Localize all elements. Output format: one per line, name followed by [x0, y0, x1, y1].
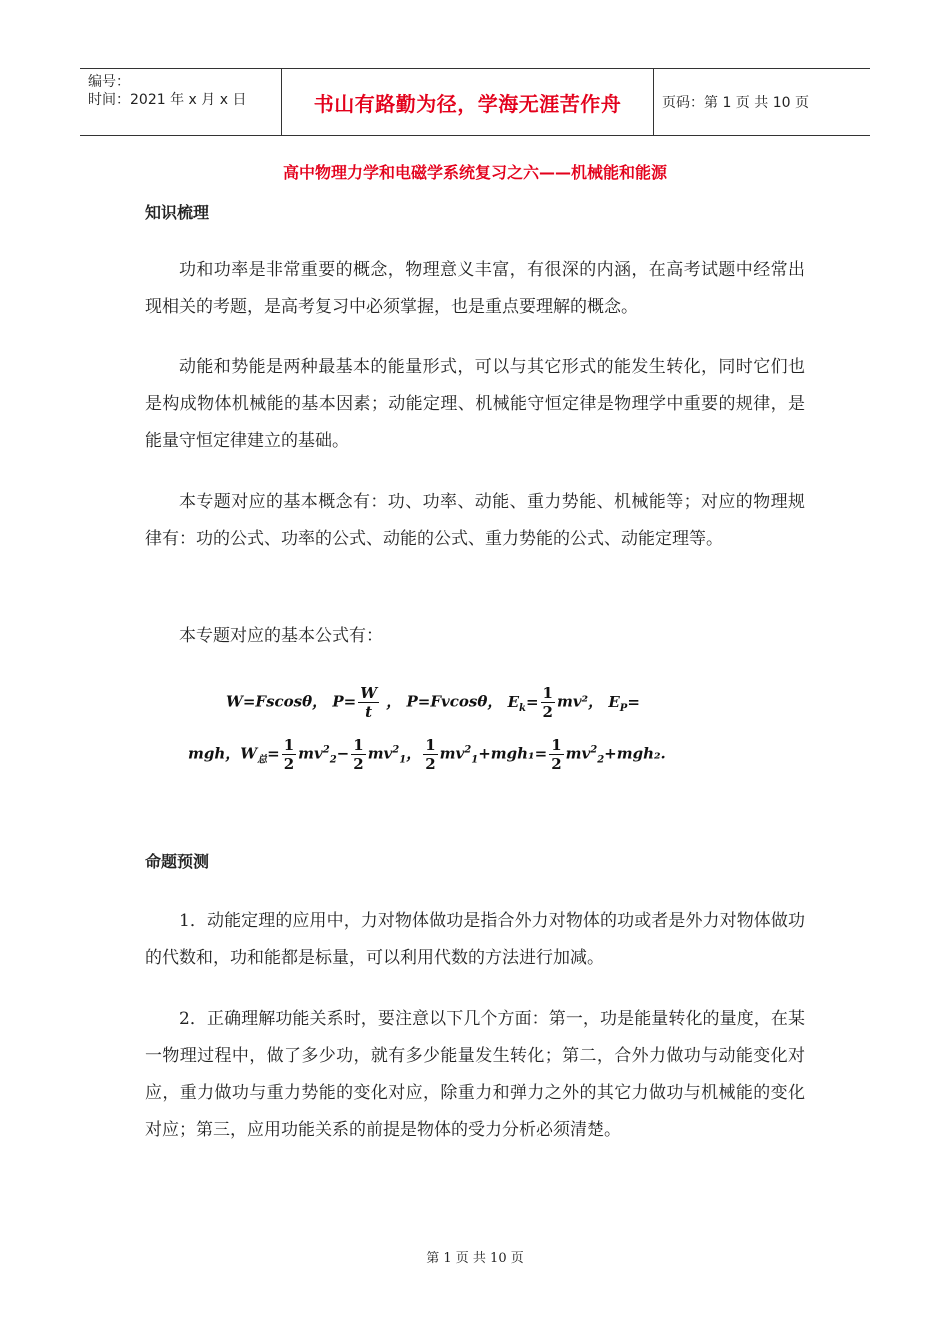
formula-comma: ， [406, 744, 422, 763]
paragraph-1: 功和功率是非常重要的概念，物理意义丰富，有很深的内涵，在高考试题中经常出现相关的考题，是高考复习中必须掌握，也是重点要理解的概念。 [145, 260, 805, 317]
formula-power-2: ， P=Fvcosθ， [386, 692, 503, 711]
formula-mv2: mv²， [556, 692, 604, 711]
page-footer: 第 1 页 共 10 页 [426, 1251, 524, 1266]
fraction-numerator: 1 [551, 736, 562, 754]
page-title: 高中物理力学和电磁学系统复习之六——机械能和能源 [282, 163, 667, 182]
fraction-numerator: 1 [353, 736, 364, 754]
fraction-denominator: 2 [283, 755, 295, 773]
header-meta [80, 69, 281, 135]
formula-mgh-w: mgh，W [188, 744, 258, 763]
formula-line-2: mgh，$W_总=$ $\frac{1}{2}$ $mv^2_2-$ $\frac{1}{2}$ $mv^2_1$， $\frac{1}{2}$ $mv^2_1+mgh_1=$ $\frac{1}{2}$ $mv^2_2+mgh_2$. [188, 736, 666, 773]
section-heading-knowledge: 知识梳理 [145, 203, 210, 222]
header-page-info: 页码：第 1 页 共 10 页 [662, 95, 809, 111]
header-motto: 书山有路勤为径，学海无涯苦作舟 [281, 69, 654, 135]
fraction-numerator: 1 [283, 736, 295, 754]
ek-equals: = [525, 692, 539, 711]
fraction-denominator: 2 [542, 703, 553, 721]
formula-fraction-c [423, 736, 437, 773]
paragraph-5: 1．动能定理的应用中，力对物体做功是指合外力对物体的功或者是外力对物体做功的代数和，功和能都是标量，可以利用代数的方法进行加减。 [145, 911, 805, 968]
ep-symbol: E [608, 692, 620, 711]
ep-subscript: P [619, 702, 628, 714]
paragraph-3: 本专题对应的基本概念有：功、功率、动能、重力势能、机械能等；对应的物理规律有：功的公式、功率的公式、动能的公式、重力势能的公式、动能定理等。 [145, 492, 805, 549]
fraction-denominator: 2 [425, 755, 436, 773]
ek-symbol: E [507, 692, 519, 711]
formula-mv-c: mv [439, 744, 465, 763]
number-label: 编号： [88, 74, 130, 90]
ek-subscript: k [519, 702, 526, 714]
formula-mgh2: +mgh₂. [604, 744, 666, 763]
formula-half-fraction [541, 684, 555, 721]
date-label: 时间：2021 年 x 月 x 日 [88, 92, 247, 108]
formula-power-fraction [358, 684, 379, 721]
formula-line-1 [226, 684, 640, 721]
formula-work: W=Fscosθ， [226, 692, 328, 711]
formula-mv-b: mv [367, 744, 393, 763]
document-header [80, 68, 870, 136]
ep-equals: = [627, 692, 640, 711]
section-heading-prediction: 命题预测 [145, 852, 210, 871]
fraction-numerator: W [360, 684, 378, 702]
w-total-subscript: 总 [257, 754, 268, 766]
formula-ep [608, 692, 640, 714]
fraction-denominator: t [365, 703, 373, 721]
fraction-denominator: 2 [551, 755, 562, 773]
formula-fraction-b [351, 736, 365, 773]
paragraph-2: 动能和势能是两种最基本的能量形式，可以与其它形式的能发生转化，同时它们也是构成物体机械能的基本因素；动能定理、机械能守恒定律是物理学中重要的规律，是能量守恒定律建立的基础。 [145, 357, 805, 451]
fraction-numerator: 1 [425, 736, 436, 754]
formula-fraction-a [282, 736, 296, 773]
formula-mgh1: +mgh₁= [478, 744, 548, 763]
formula-fraction-d [549, 736, 563, 773]
paragraph-4: 本专题对应的基本公式有： [179, 626, 383, 646]
formula-ek [507, 692, 539, 714]
formula-mv-a: mv [298, 744, 323, 763]
paragraph-6: 2．正确理解功能关系时，要注意以下几个方面：第一，功是能量转化的量度，在某一物理过程中，做了多少功，就有多少能量发生转化；第二，合外力做功与动能变化对应，重力做功与重力势能的变化对应，除重力和弹力之外的其它力做功与机械能的变化对应；第三，应用功能关系的前提是物体的受力分析必须清楚。 [145, 1009, 805, 1140]
formula-minus: − [336, 744, 350, 763]
formula-mv-d: mv [565, 744, 591, 763]
fraction-denominator: 2 [353, 755, 364, 773]
fraction-numerator: 1 [542, 684, 553, 702]
formula-power-label: P= [332, 692, 357, 711]
